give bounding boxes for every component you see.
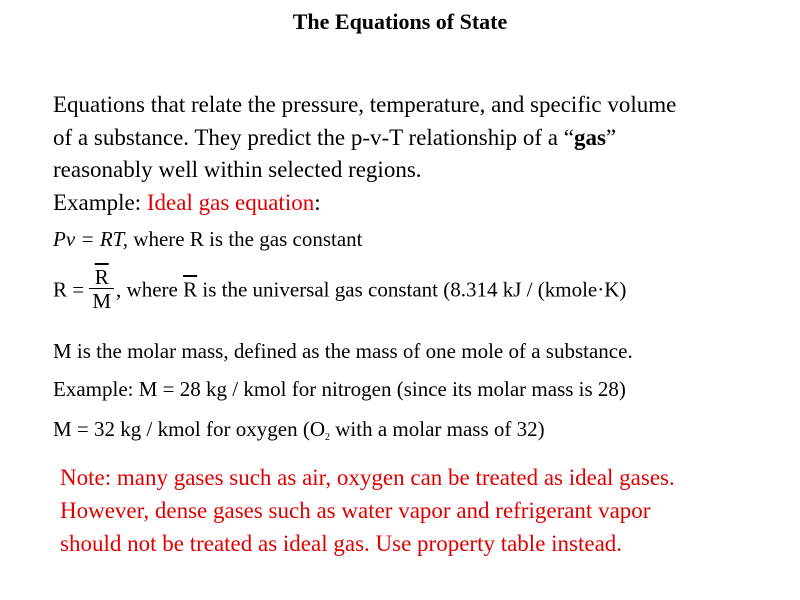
note-line-2: However, dense gases such as water vapor and refrigerant vapor: [60, 498, 651, 523]
ideal-gas-formula: Pv = RT,: [53, 227, 129, 251]
intro-line-3: reasonably well within selected regions.: [53, 157, 422, 182]
gas-constant-text: where R is the gas constant: [128, 227, 363, 251]
oxygen-subscript: 2: [325, 432, 330, 443]
intro-paragraph: [53, 89, 793, 219]
example-label: Example:: [53, 189, 147, 215]
nitrogen-example: Example: M = 28 kg / kmol for nitrogen (since its molar mass is 28): [53, 377, 626, 401]
oxygen-example: [53, 417, 545, 443]
oxygen-text-after: with a molar mass of 32): [330, 417, 545, 441]
r-lhs: R =: [53, 277, 85, 302]
intro-line-1: Equations that relate the pressure, temperature, and specific volume: [53, 92, 677, 117]
intro-line-2: [53, 122, 793, 155]
ideal-gas-equation: [53, 227, 362, 252]
example-line: [53, 187, 793, 220]
r-fraction-numerator: $\overline{R}$: [94, 265, 109, 289]
intro-line-2-text: of a substance. They predict the p-v-T relationship of a “: [53, 124, 574, 150]
r-fraction-denominator: M: [89, 288, 114, 313]
page-title: The Equations of State: [292, 9, 508, 34]
example-colon: :: [314, 189, 321, 215]
universal-text-before: where: [121, 277, 184, 302]
fraction-comma: ,: [116, 277, 122, 302]
r-bar-symbol: $\overline{R}$: [183, 277, 198, 302]
note-paragraph: [60, 461, 790, 560]
universal-gas-constant-text: is the universal gas constant (8.314 kJ / (kmole·K): [197, 277, 627, 302]
gas-bold-word: gas: [573, 124, 606, 150]
gas-constant-equation: [53, 265, 627, 315]
r-fraction: [89, 266, 114, 313]
molar-mass-definition: M is the molar mass, defined as the mass of one mole of a substance.: [53, 339, 633, 363]
ideal-gas-equation-label: Ideal gas equation: [146, 189, 315, 215]
intro-line-2-end: ”: [605, 124, 617, 150]
note-line-3: should not be treated as ideal gas. Use property table instead.: [60, 531, 623, 556]
oxygen-text-before: M = 32 kg / kmol for oxygen (O: [53, 417, 325, 441]
note-line-1: Note: many gases such as air, oxygen can be treated as ideal gases.: [60, 465, 675, 490]
